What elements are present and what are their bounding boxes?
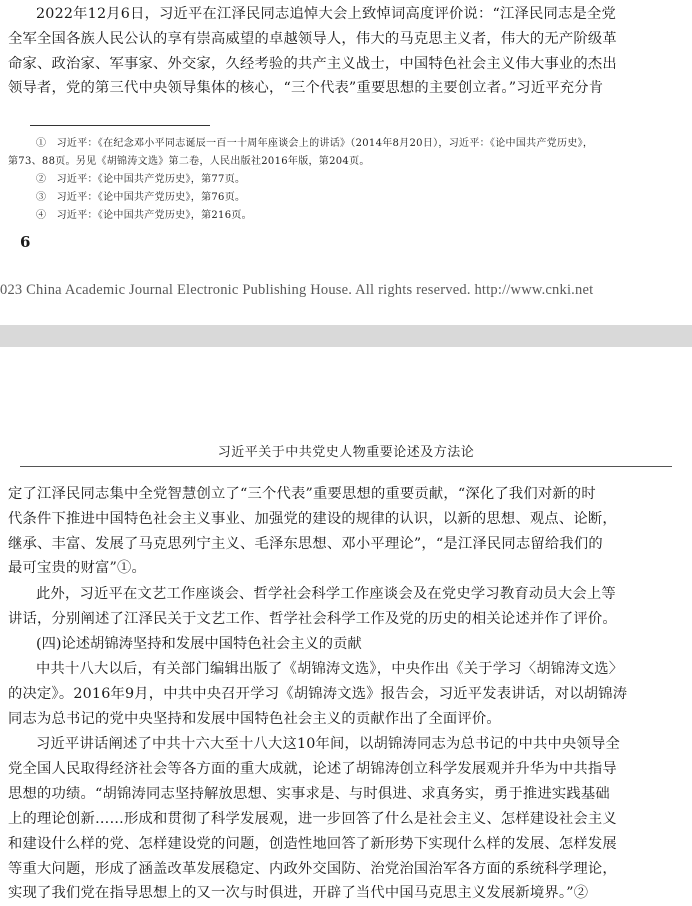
footnote-line: ③ 习近平：《论中国共产党历史》，第76页。 xyxy=(36,192,246,203)
body-line: 命家、政治家、军事家、外交家，久经考验的共产主义战士，中国特色社会主义伟大事业的杰出 xyxy=(8,56,617,72)
body-line: 和建设什么样的党、怎样建设党的问题，创造性地回答了新形势下实现什么样的发展、怎样发展 xyxy=(8,836,617,852)
upper-page xyxy=(0,0,692,325)
copyright-footer: 023 China Academic Journal Electronic Publishing House. All rights reserved. http://www.cnki.net xyxy=(0,282,594,298)
body-line: 领导者，党的第三代中央领导集体的核心，“三个代表”重要思想的主要创立者。”习近平充分肯 xyxy=(8,80,604,96)
section-heading: (四)论述胡锦涛坚持和发展中国特色社会主义的贡献 xyxy=(36,636,362,652)
body-line: 中共十八大以后，有关部门编辑出版了《胡锦涛文选》，中央作出《关于学习〈胡锦涛文选〉 xyxy=(36,661,624,677)
body-line: 等重大问题，形成了涵盖改革发展稳定、内政外交国防、治党治国治军各方面的系统科学理论， xyxy=(8,861,617,877)
body-line: 2022年12月6日，习近平在江泽民同志追悼大会上致悼词高度评价说：“江泽民同志是全党 xyxy=(36,6,616,22)
body-line: 继承、丰富、发展了马克思列宁主义、毛泽东思想、邓小平理论”，“是江泽民同志留给我们的 xyxy=(8,536,603,552)
body-line: 代条件下推进中国特色社会主义事业、加强党的建设的规律的认识，以新的思想、观点、论断， xyxy=(8,511,617,527)
body-line: 党全国人民取得经济社会等各方面的重大成就，论述了胡锦涛创立科学发展观并升华为中共指导 xyxy=(8,761,617,777)
footnote-line: ④ 习近平：《论中国共产党历史》，第216页。 xyxy=(36,210,252,221)
running-head: 习近平关于中共党史人物重要论述及方法论 xyxy=(217,445,475,460)
page-number: 6 xyxy=(20,233,31,251)
body-line: 全军全国各族人民公认的享有崇高威望的卓越领导人，伟大的马克思主义者，伟大的无产阶级革 xyxy=(8,31,617,47)
page-separator xyxy=(0,325,692,347)
body-line: 定了江泽民同志集中全党智慧创立了“三个代表”重要思想的重要贡献，“深化了我们对新的时 xyxy=(8,486,596,502)
footnote-divider xyxy=(30,125,210,126)
body-line: 最可宝贵的财富”①。 xyxy=(8,560,146,576)
body-line: 讲话，分别阐述了江泽民关于文艺工作、哲学社会科学工作及党的历史的相关论述并作了评价。 xyxy=(8,611,617,627)
footnote-line: 第73、88页。另见《胡锦涛文选》第二卷，人民出版社2016年版，第204页。 xyxy=(8,156,370,167)
footnote-line: ① 习近平：《在纪念邓小平同志诞辰一百一十周年座谈会上的讲话》（2014年8月20日），习近平：《论中国共产党历史》， xyxy=(36,138,594,149)
body-line: 实现了我们党在指导思想上的又一次与时俱进，开辟了当代中国马克思主义发展新境界。”② xyxy=(8,885,589,901)
running-head-rule xyxy=(20,466,672,467)
body-line: 上的理论创新……形成和贯彻了科学发展观，进一步回答了什么是社会主义、怎样建设社会主义 xyxy=(8,811,617,827)
body-line: 思想的功绩。“胡锦涛同志坚持解放思想、实事求是、与时俱进、求真务实，勇于推进实践基础 xyxy=(8,786,610,802)
footnote-line: ② 习近平：《论中国共产党历史》，第77页。 xyxy=(36,174,246,185)
body-line: 同志为总书记的党中央坚持和发展中国特色社会主义的贡献作出了全面评价。 xyxy=(8,711,501,727)
body-line: 习近平讲话阐述了中共十六大至十八大这10年间，以胡锦涛同志为总书记的中共中央领导全 xyxy=(36,736,620,752)
body-line: 的决定》。2016年9月，中共中央召开学习《胡锦涛文选》报告会，习近平发表讲话，对以胡锦涛 xyxy=(8,686,628,702)
body-line: 此外，习近平在文艺工作座谈会、哲学社会科学工作座谈会及在党史学习教育动员大会上等 xyxy=(36,586,616,602)
